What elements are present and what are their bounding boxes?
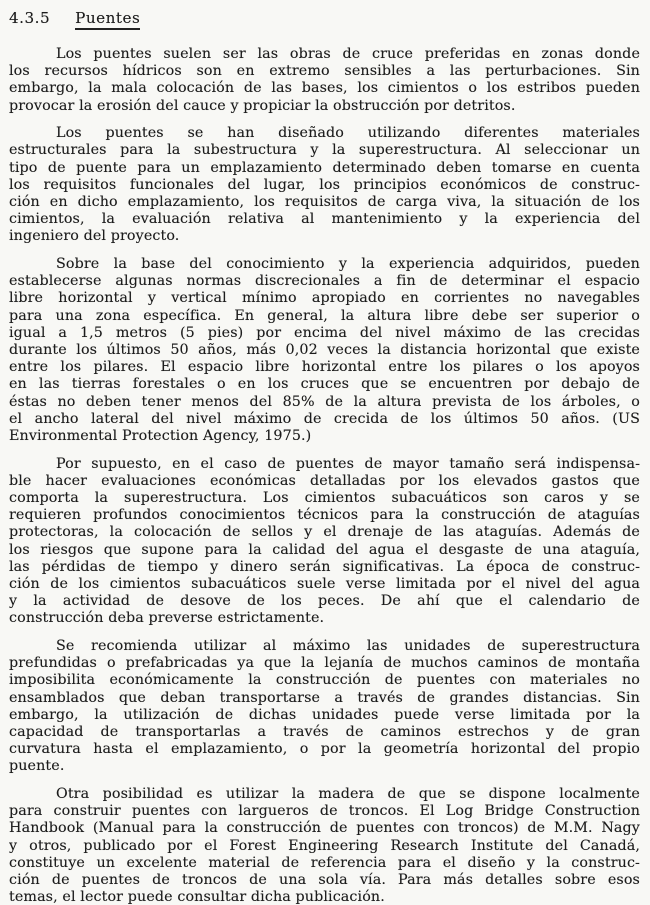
text-line: prefundidas o prefabricadas ya que la lejanía de muchos caminos de montaña bbox=[9, 655, 640, 672]
text-line: Por supuesto, en el caso de puentes de mayor tamaño será indispensa- bbox=[56, 455, 640, 472]
paragraphs bbox=[9, 46, 640, 905]
text-line: constituye un excelente material de referencia para el diseño y la construc- bbox=[9, 854, 640, 871]
paragraph bbox=[9, 46, 640, 115]
text-line: libre horizontal y vertical mínimo apropiado en corrientes no navegables bbox=[9, 290, 640, 307]
text-line: establecerse algunas normas discrecionales a fin de determinar el espacio bbox=[9, 273, 640, 290]
text-line: cimientos, la evaluación relativa al mantenimiento y la experiencia del bbox=[9, 211, 640, 228]
text-line: en las tierras forestales o en los cruces que se encuentren por debajo de bbox=[9, 376, 640, 393]
section-heading bbox=[9, 9, 640, 30]
text-line: éstas no deben tener menos del 85% de la altura prevista de los árboles, o bbox=[9, 393, 640, 410]
text-line: y la actividad de desove de los peces. De ahí que el calendario de bbox=[9, 593, 640, 610]
paragraph bbox=[9, 456, 640, 628]
text-line: embargo, la utilización de dichas unidades puede verse limitada por la bbox=[9, 706, 640, 723]
text-line: construcción deba preverse estrictamente. bbox=[9, 610, 325, 627]
text-line: Se recomienda utilizar al máximo las unidades de superestructura bbox=[56, 638, 640, 654]
text-line: Los puentes suelen ser las obras de cruce preferidas en zonas donde bbox=[56, 46, 640, 62]
text-line: ción en dicho emplazamiento, los requisitos de carga viva, la situación de los bbox=[9, 194, 640, 210]
text-line: embargo, la mala colocación de las bases, los cimientos o los estribos pueden bbox=[9, 80, 640, 97]
text-line: Handbook (Manual para la construcción de puentes con troncos) de M.M. Nagy bbox=[9, 820, 640, 837]
section-title: Puentes bbox=[75, 9, 140, 30]
text-line: estructurales para la subestructura y la superestructura. Al seleccionar un bbox=[9, 142, 640, 159]
text-line: ble hacer evaluaciones económicas detalladas por los elevados gastos que bbox=[9, 472, 640, 489]
paragraph bbox=[9, 256, 640, 445]
text-line: ción de los cimientos subacuáticos suele verse limitada por el nivel del agua bbox=[9, 575, 640, 592]
text-line: capacidad de transportarlas a través de caminos estrechos y de gran bbox=[9, 723, 640, 740]
paragraph bbox=[9, 638, 640, 776]
text-line: Otra posibilidad es utilizar la madera de que se dispone localmente bbox=[56, 786, 640, 802]
text-line: ensamblados que deban transportarse a través de grandes distancias. Sin bbox=[9, 689, 640, 706]
text-line: provocar la erosión del cauce y propiciar la obstrucción por detritos. bbox=[9, 97, 516, 114]
text-line: entre los pilares. El espacio libre horizontal entre los pilares o los apoyos bbox=[9, 359, 640, 376]
text-line: Los puentes se han diseñado utilizando diferentes materiales bbox=[56, 125, 640, 142]
text-line: requieren profundos conocimientos técnicos para la construcción de ataguías bbox=[9, 507, 640, 524]
text-line: igual a 1,5 metros (5 pies) por encima del nivel máximo de las crecidas bbox=[9, 324, 640, 341]
text-line: ingeniero del proyecto. bbox=[9, 228, 180, 245]
text-line: los recursos hídricos son en extremo sensibles a las perturbaciones. Sin bbox=[9, 63, 640, 80]
text-line: curvatura hasta el emplazamiento, o por la geometría horizontal del propio bbox=[9, 741, 640, 758]
text-line: tipo de puente para un emplazamiento determinado deben tomarse en cuenta bbox=[9, 159, 640, 176]
text-line: para construir puentes con largueros de troncos. El Log Bridge Construction bbox=[9, 803, 640, 820]
text-line: imposibilita económicamente la construcción de puentes con materiales no bbox=[9, 672, 640, 689]
text-line: para una zona específica. En general, la altura libre debe ser superior o bbox=[9, 307, 640, 324]
text-line: las pérdidas de tiempo y dinero serán significativas. La época de construc- bbox=[9, 558, 640, 575]
text-line: puente. bbox=[9, 758, 65, 775]
text-line: temas, el lector puede consultar dicha publicación. bbox=[9, 889, 385, 905]
text-line: los requisitos funcionales del lugar, los principios económicos de construc- bbox=[9, 176, 640, 193]
text-line: comporta la superestructura. Los cimientos subacuáticos son caros y se bbox=[9, 490, 640, 506]
section-number: 4.3.5 bbox=[9, 9, 51, 27]
text-line: durante los últimos 50 años, más 0,02 veces la distancia horizontal que existe bbox=[9, 342, 640, 358]
text-line: ción de puentes de troncos de una sola vía. Para más detalles sobre esos bbox=[9, 871, 640, 888]
text-line: los riesgos que supone para la calidad del agua el desgaste de una ataguía, bbox=[9, 541, 640, 558]
text-line: el ancho lateral del nivel máximo de crecida de los últimos 50 años. (US bbox=[9, 410, 640, 427]
text-line: Sobre la base del conocimiento y la experiencia adquiridos, pueden bbox=[56, 256, 640, 273]
paragraph bbox=[9, 125, 640, 245]
text-line: Environmental Protection Agency, 1975.) bbox=[9, 427, 312, 444]
text-line: protectoras, la colocación de sellos y el drenaje de las ataguías. Además de bbox=[9, 524, 640, 541]
text-line: y otros, publicado por el Forest Engineering Research Institute del Canadá, bbox=[9, 837, 640, 854]
paragraph bbox=[9, 786, 640, 905]
